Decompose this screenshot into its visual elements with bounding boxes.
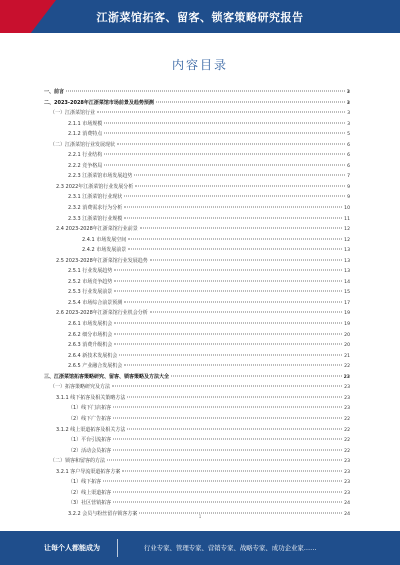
toc-entry-page: 14	[344, 279, 350, 285]
toc-dot-leader	[114, 323, 342, 324]
toc-entry-page: 19	[344, 322, 350, 328]
toc-entry[interactable]	[44, 308, 350, 319]
toc-dot-leader	[150, 312, 342, 313]
toc-entry-label: （二）江浙菜馆行业发展现状	[50, 140, 115, 151]
toc-entry[interactable]	[44, 477, 350, 488]
toc-entry[interactable]	[44, 224, 350, 235]
toc-entry-page: 21	[344, 353, 350, 359]
toc-entry-label: 2.6.4 新技术发展机会	[68, 351, 117, 362]
toc-entry[interactable]	[44, 393, 350, 404]
toc-entry-label: 2.5.4 市场综合前景预测	[68, 298, 122, 309]
toc-entry[interactable]	[44, 266, 350, 277]
toc-entry-page: 12	[344, 237, 350, 243]
toc-entry-label: （1）线下拓客	[68, 477, 101, 488]
toc-entry-page: 17	[344, 300, 350, 306]
toc-dot-leader	[114, 270, 342, 271]
toc-entry-page: 23	[344, 490, 350, 496]
toc-dot-leader	[113, 502, 342, 503]
page-header	[0, 0, 400, 33]
toc-dot-leader	[113, 449, 342, 450]
toc-entry-page: 13	[344, 269, 350, 275]
toc-entry-label: 2.4.2 市场发展前景	[82, 245, 126, 256]
toc-entry-label: （二）锁客和留客的方法	[50, 456, 105, 467]
footer-slogan: 让每个人都能成为	[44, 544, 100, 552]
toc-entry-page: 10	[344, 206, 350, 212]
toc-entry-label: 2.2.2 竞争格局	[68, 161, 102, 172]
toc-entry[interactable]	[44, 382, 350, 393]
toc-dot-leader	[140, 228, 342, 229]
toc-dot-leader	[104, 133, 345, 134]
toc-dot-leader	[103, 481, 342, 482]
toc-entry-page: 22	[344, 448, 350, 454]
toc-entry[interactable]	[44, 446, 350, 457]
toc-dot-leader	[124, 301, 342, 302]
toc-entry[interactable]	[44, 119, 350, 130]
toc-entry-label: （1）线下门店拓客	[68, 403, 111, 414]
toc-entry-label: （一）拓客策略研究及方法	[50, 382, 110, 393]
toc-entry-page: 23	[344, 406, 350, 412]
toc-dot-leader	[66, 91, 345, 92]
toc-entry-label: 2.5.1 行业发展趋势	[68, 266, 112, 277]
toc-dot-leader	[119, 354, 342, 355]
toc-entry[interactable]	[44, 287, 350, 298]
toc-entry[interactable]	[44, 161, 350, 172]
toc-entry-label: 2.5.2 市场竞争趋势	[68, 277, 112, 288]
toc-entry-page: 23	[344, 459, 350, 465]
toc-dot-leader	[124, 217, 342, 218]
toc-entry-label: 2.3.1 江浙菜馆行业现状	[68, 192, 122, 203]
toc-entry[interactable]	[44, 87, 350, 98]
toc-entry-label: 2.3 2022年江浙菜馆行业发展分析	[56, 182, 133, 193]
toc-entry-label: （3）社区营销拓客	[68, 498, 111, 509]
toc-heading: 内容目录	[171, 58, 228, 72]
toc-dot-leader	[127, 428, 342, 429]
toc-dot-leader	[128, 249, 342, 250]
toc-entry-label: 2.1.2 消费特点	[68, 129, 102, 140]
toc-entry[interactable]	[44, 319, 350, 330]
toc-entry[interactable]	[44, 351, 350, 362]
toc-dot-leader	[107, 460, 342, 461]
toc-entry-page: 20	[344, 343, 350, 349]
toc-entry-page: 22	[344, 427, 350, 433]
toc-entry-page: 15	[344, 290, 350, 296]
toc-entry-label: （2）线下广告拓客	[68, 414, 111, 425]
toc-dot-leader	[117, 143, 345, 144]
toc-entry-label: 2.4 2023-2028年江浙菜馆行业前景	[56, 224, 138, 235]
toc-entry-label: 2.3.3 江浙菜馆行业规模	[68, 214, 122, 225]
toc-entry-page: 3	[346, 90, 350, 95]
toc-entry-page: 3	[346, 100, 350, 106]
toc-entry[interactable]	[44, 129, 350, 140]
toc-entry-page: 22	[344, 438, 350, 444]
toc-dot-leader	[171, 375, 342, 376]
toc-entry[interactable]	[44, 203, 350, 214]
toc-dot-leader	[135, 185, 345, 186]
toc-dot-leader	[134, 175, 345, 176]
toc-entry-label: 2.3.2 消费需求行为分析	[68, 203, 122, 214]
toc-entry[interactable]	[44, 488, 350, 499]
toc-entry-label: （一）江浙菜馆行业	[50, 108, 95, 119]
toc-entry-label: 2.1.1 市场规模	[68, 119, 102, 130]
toc-entry-page: 6	[347, 142, 350, 148]
page-footer	[0, 531, 400, 565]
toc-entry[interactable]	[44, 372, 350, 383]
toc-dot-leader	[114, 291, 342, 292]
toc-entry-label: 3.1.2 线上渠道拓客及相关方法	[56, 425, 125, 436]
toc-dot-leader	[127, 396, 342, 397]
toc-entry[interactable]	[44, 330, 350, 341]
toc-entry-label: 2.4.1 市场发展空间	[82, 235, 126, 246]
toc-entry[interactable]	[44, 498, 350, 509]
toc-dot-leader	[114, 280, 342, 281]
toc-dot-leader	[113, 491, 342, 492]
toc-dot-leader	[97, 112, 345, 113]
toc-dot-leader	[104, 154, 345, 155]
toc-entry-page: 23	[344, 385, 350, 391]
toc-entry[interactable]	[44, 403, 350, 414]
toc-entry-label: 3.1.1 线下拓客及相关策略方法	[56, 393, 125, 404]
toc-entry-page: 9	[347, 184, 350, 190]
toc-entry-page: 23	[344, 395, 350, 401]
toc-entry-label: 2.5.3 行业发展前景	[68, 287, 112, 298]
toc-entry-page: 23	[344, 480, 350, 486]
toc-entry-label: 2.2.1 行业结构	[68, 150, 102, 161]
toc-dot-leader	[128, 238, 342, 239]
footer-divider	[117, 539, 118, 557]
toc-entry-page: 22	[344, 364, 350, 370]
toc-entry-label: 2.6 2023-2028年江浙菜馆行业机会分析	[56, 308, 148, 319]
toc-entry[interactable]	[44, 171, 350, 182]
toc-entry[interactable]	[44, 361, 350, 372]
footer-tagline: 行业专家、管理专家、营销专家、战略专家、成功企业家……	[144, 544, 317, 552]
toc-dot-leader	[150, 259, 342, 260]
toc-dot-leader	[124, 196, 345, 197]
page-number: 1	[198, 514, 202, 519]
toc-entry-page: 20	[344, 332, 350, 338]
toc-entry[interactable]	[44, 214, 350, 225]
toc-dot-leader	[114, 333, 342, 334]
toc-entry-label: 二、2023-2028年江浙菜馆市场前景及趋势预测	[44, 98, 154, 109]
toc-entry-page: 23	[343, 374, 350, 380]
toc-entry[interactable]	[44, 298, 350, 309]
toc-dot-leader	[124, 365, 342, 366]
toc-entry-page: 24	[344, 511, 350, 517]
toc-entry-page: 23	[344, 469, 350, 475]
toc-entry[interactable]	[44, 235, 350, 246]
toc-entry-page: 3	[347, 121, 350, 127]
toc-dot-leader	[124, 207, 342, 208]
toc-entry-label: 2.6.5 产业融合发展机会	[68, 361, 122, 372]
toc-entry[interactable]	[44, 182, 350, 193]
toc-entry[interactable]	[44, 98, 350, 109]
toc-entry[interactable]	[44, 256, 350, 267]
toc-entry[interactable]	[44, 245, 350, 256]
toc-entry[interactable]	[44, 150, 350, 161]
toc-entry-page: 6	[347, 153, 350, 159]
toc-entry-page: 19	[344, 311, 350, 317]
toc-entry-label: 2.5 2023-2028年江浙菜馆行业发展趋势	[56, 256, 148, 267]
toc-entry-label: （1）平台引流拓客	[68, 435, 111, 446]
toc-entry-label: 2.6.1 市场发展机会	[68, 319, 112, 330]
toc-entry-label: 2.6.3 消费升级机会	[68, 340, 112, 351]
toc-entry[interactable]	[44, 435, 350, 446]
toc-dot-leader	[112, 386, 342, 387]
toc-entry-label: 2.2.3 江浙菜馆市场发展趋势	[68, 171, 132, 182]
toc-entry-page: 13	[344, 258, 350, 264]
toc-entry-page: 5	[347, 132, 350, 138]
toc-dot-leader	[122, 470, 342, 471]
toc-entry-page: 13	[344, 248, 350, 254]
toc-entry-label: 3.2.2 会员与粉丝留存锁客方案	[68, 509, 137, 520]
toc-entry[interactable]	[44, 192, 350, 203]
toc-entry[interactable]	[44, 140, 350, 151]
toc-entry-label: 三、江浙菜馆拓客策略研究、留客、锁客策略及方法大全	[44, 372, 169, 383]
toc-entry-page: 11	[344, 216, 350, 222]
toc-entry-page: 22	[344, 416, 350, 422]
toc-entry-page: 12	[344, 227, 350, 233]
toc-dot-leader	[113, 417, 342, 418]
toc-entry[interactable]	[44, 456, 350, 467]
table-of-contents	[44, 87, 350, 519]
toc-entry-label: （2）活动会员拓客	[68, 446, 111, 457]
toc-entry-page: 7	[347, 174, 350, 180]
toc-entry-label: 3.2.1 客户导流渠道拓客方案	[56, 467, 120, 478]
toc-entry[interactable]	[44, 425, 350, 436]
toc-entry[interactable]	[44, 277, 350, 288]
toc-entry[interactable]	[44, 340, 350, 351]
toc-dot-leader	[156, 101, 345, 102]
toc-entry-label: 2.6.2 细分市场机会	[68, 330, 112, 341]
report-title: 江浙菜馆拓客、留客、锁客策略研究报告	[96, 11, 304, 24]
toc-entry-page: 24	[344, 501, 350, 507]
toc-entry-page: 9	[347, 195, 350, 201]
toc-entry-label: （2）线上渠道拓客	[68, 488, 111, 499]
toc-entry-label: 一、前言	[44, 87, 64, 98]
toc-dot-leader	[104, 122, 345, 123]
toc-dot-leader	[113, 439, 342, 440]
toc-entry-page: 3	[347, 111, 350, 117]
toc-dot-leader	[104, 164, 345, 165]
toc-entry[interactable]	[44, 414, 350, 425]
toc-entry[interactable]	[44, 108, 350, 119]
toc-dot-leader	[113, 407, 342, 408]
toc-dot-leader	[114, 344, 342, 345]
toc-entry[interactable]	[44, 467, 350, 478]
toc-entry-page: 6	[347, 163, 350, 169]
